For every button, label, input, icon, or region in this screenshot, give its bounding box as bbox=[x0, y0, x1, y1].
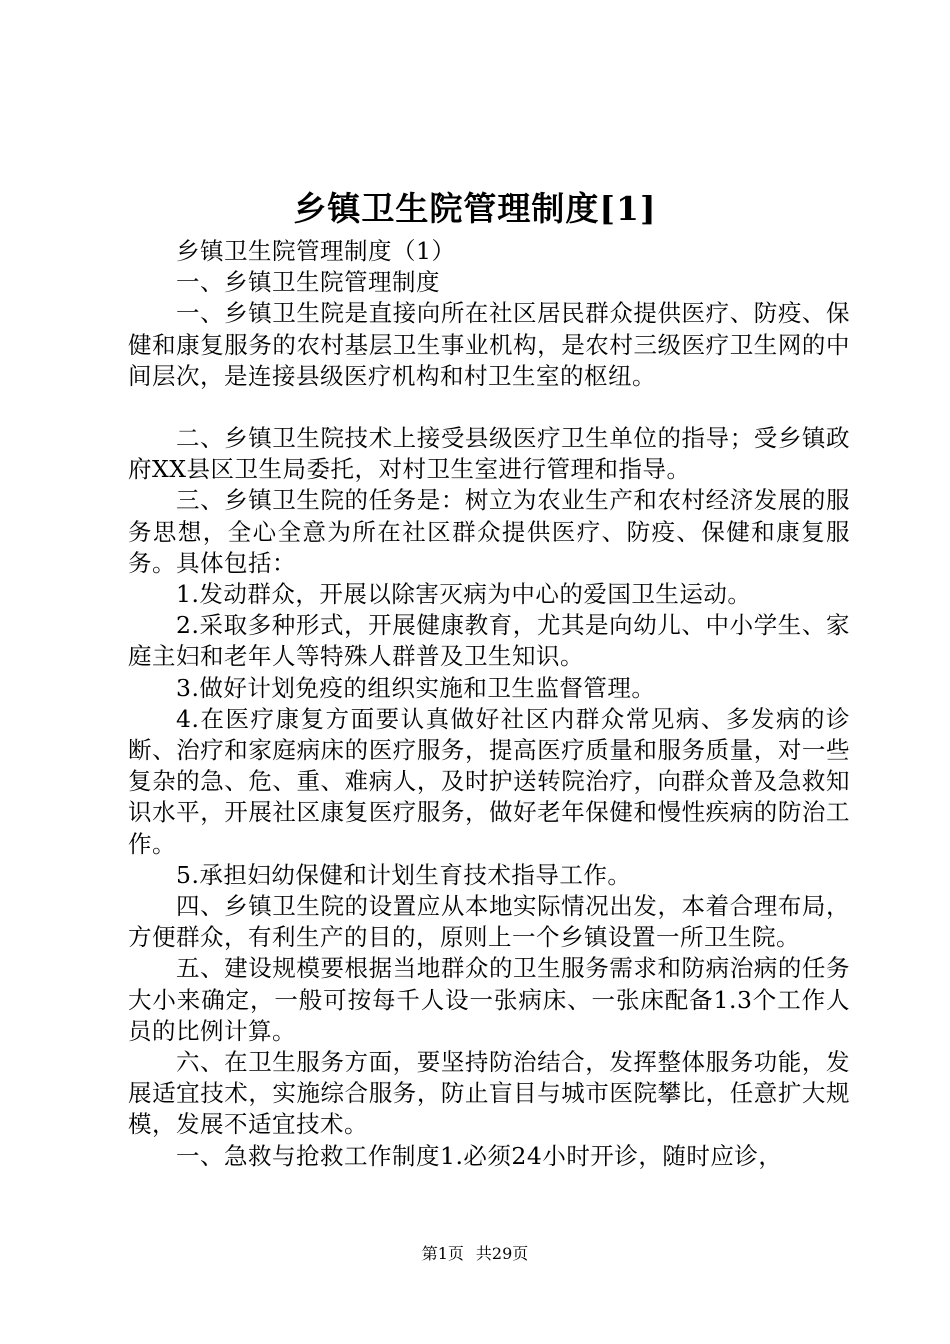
paragraph: 5.承担妇幼保健和计划生育技术指导工作。 bbox=[176, 860, 632, 889]
page-footer bbox=[0, 1242, 950, 1266]
paragraph: 一、乡镇卫生院是直接向所在社区居民群众提供医疗、防疫、保健和康复服务的农村基层卫生事业机构，是农村三级医疗卫生网的中间层次，是连接县级医疗机构和村卫生室的枢纽。 bbox=[128, 299, 850, 390]
page-total: 共29页 bbox=[475, 1244, 529, 1263]
paragraph: 四、乡镇卫生院的设置应从本地实际情况出发，本着合理布局，方便群众，有利生产的目的，原则上一个乡镇设置一所卫生院。 bbox=[128, 892, 850, 952]
paragraph: 乡镇卫生院管理制度（1） bbox=[176, 237, 456, 265]
paragraph: 3.做好计划免疫的组织实施和卫生监督管理。 bbox=[176, 673, 656, 702]
paragraph: 2.采取多种形式，开展健康教育，尤其是向幼儿、中小学生、家庭主妇和老年人等特殊人群普及卫生知识。 bbox=[128, 611, 850, 671]
page-number: 第1页 bbox=[421, 1244, 464, 1263]
paragraph: 六、在卫生服务方面，要坚持防治结合，发挥整体服务功能，发展适宜技术，实施综合服务，防止盲目与城市医院攀比，任意扩大规模，发展不适宜技术。 bbox=[128, 1048, 850, 1139]
paragraph: 一、急救与抢救工作制度1.必须24小时开诊，随时应诊， bbox=[176, 1141, 783, 1170]
paragraph: 4.在医疗康复方面要认真做好社区内群众常见病、多发病的诊断、治疗和家庭病床的医疗服务，提高医疗质量和服务质量，对一些复杂的急、危、重、难病人，及时护送转院治疗，向群众普及急救知识水平，开展社区康复医疗服务，做好老年保健和慢性疾病的防治工作。 bbox=[128, 704, 850, 858]
document-title: 乡镇卫生院管理制度[1] bbox=[293, 189, 657, 228]
paragraph: 一、乡镇卫生院管理制度 bbox=[176, 268, 440, 297]
paragraph: 三、乡镇卫生院的任务是：树立为农业生产和农村经济发展的服务思想，全心全意为所在社区群众提供医疗、防疫、保健和康复服务。具体包括： bbox=[128, 486, 850, 577]
paragraph: 五、建设规模要根据当地群众的卫生服务需求和防病治病的任务大小来确定，一般可按每千人设一张病床、一张床配备1.3个工作人员的比例计算。 bbox=[128, 954, 850, 1045]
paragraph: 1.发动群众，开展以除害灭病为中心的爱国卫生运动。 bbox=[176, 580, 752, 609]
document-body bbox=[128, 236, 850, 1172]
paragraph: 二、乡镇卫生院技术上接受县级医疗卫生单位的指导；受乡镇政府XX县区卫生局委托，对村卫生室进行管理和指导。 bbox=[128, 424, 850, 484]
